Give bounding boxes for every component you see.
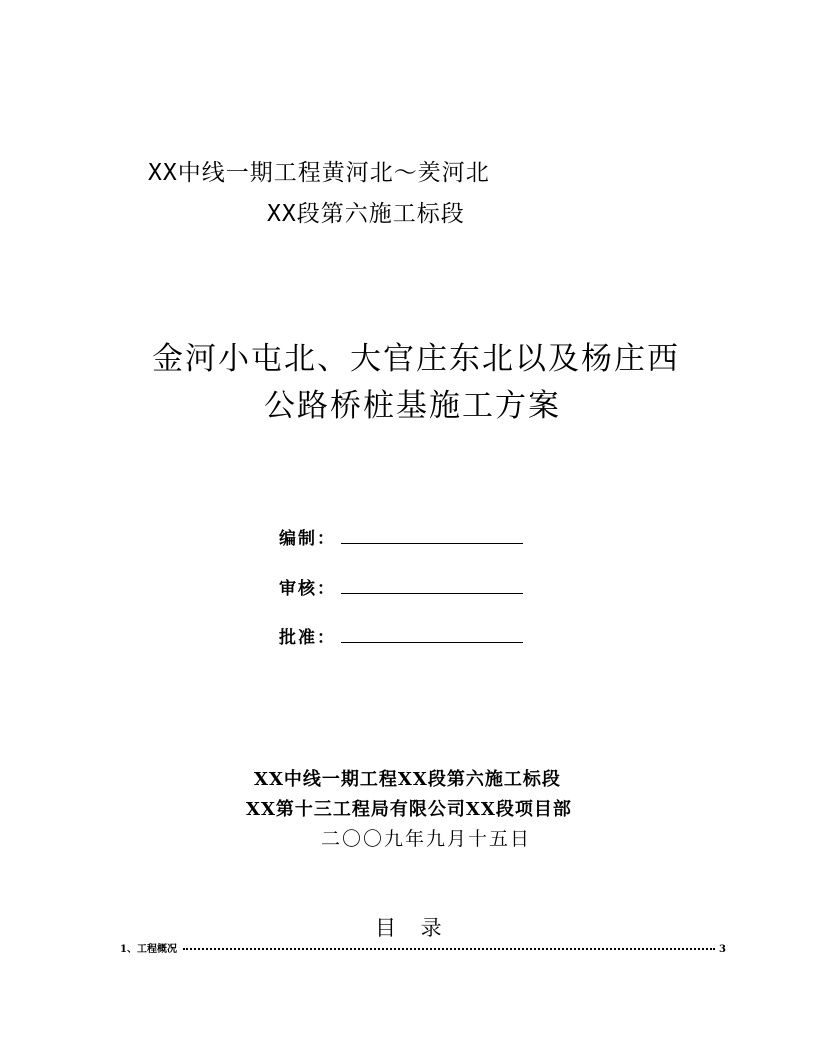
approve-signature-line — [341, 642, 523, 643]
approve-label: 批准： — [279, 628, 336, 648]
compile-label: 编制： — [279, 529, 336, 549]
toc-entry-page: 3 — [719, 944, 726, 955]
document-title-line-1: 金河小屯北、大官庄东北以及杨庄西 — [152, 341, 680, 377]
organization-line-1: XX中线一期工程XX段第六施工标段 — [254, 769, 561, 790]
document-title-line-2: 公路桥桩基施工方案 — [264, 388, 561, 424]
document-date: 二〇〇九年九月十五日 — [321, 828, 532, 850]
project-header-line-2: XX段第六施工标段 — [267, 201, 465, 227]
toc-entry-label: 1、工程概况 — [120, 944, 177, 955]
toc-entry[interactable] — [120, 940, 726, 956]
organization-line-2: XX第十三工程局有限公司XX段项目部 — [246, 799, 572, 820]
toc-dot-leader — [183, 948, 715, 950]
review-signature-line — [341, 593, 523, 594]
review-label: 审核： — [279, 579, 336, 599]
toc-heading: 目 录 — [375, 916, 442, 940]
project-header-line-1: XX中线一期工程黄河北～羑河北 — [148, 160, 490, 186]
compile-signature-line — [341, 543, 523, 544]
